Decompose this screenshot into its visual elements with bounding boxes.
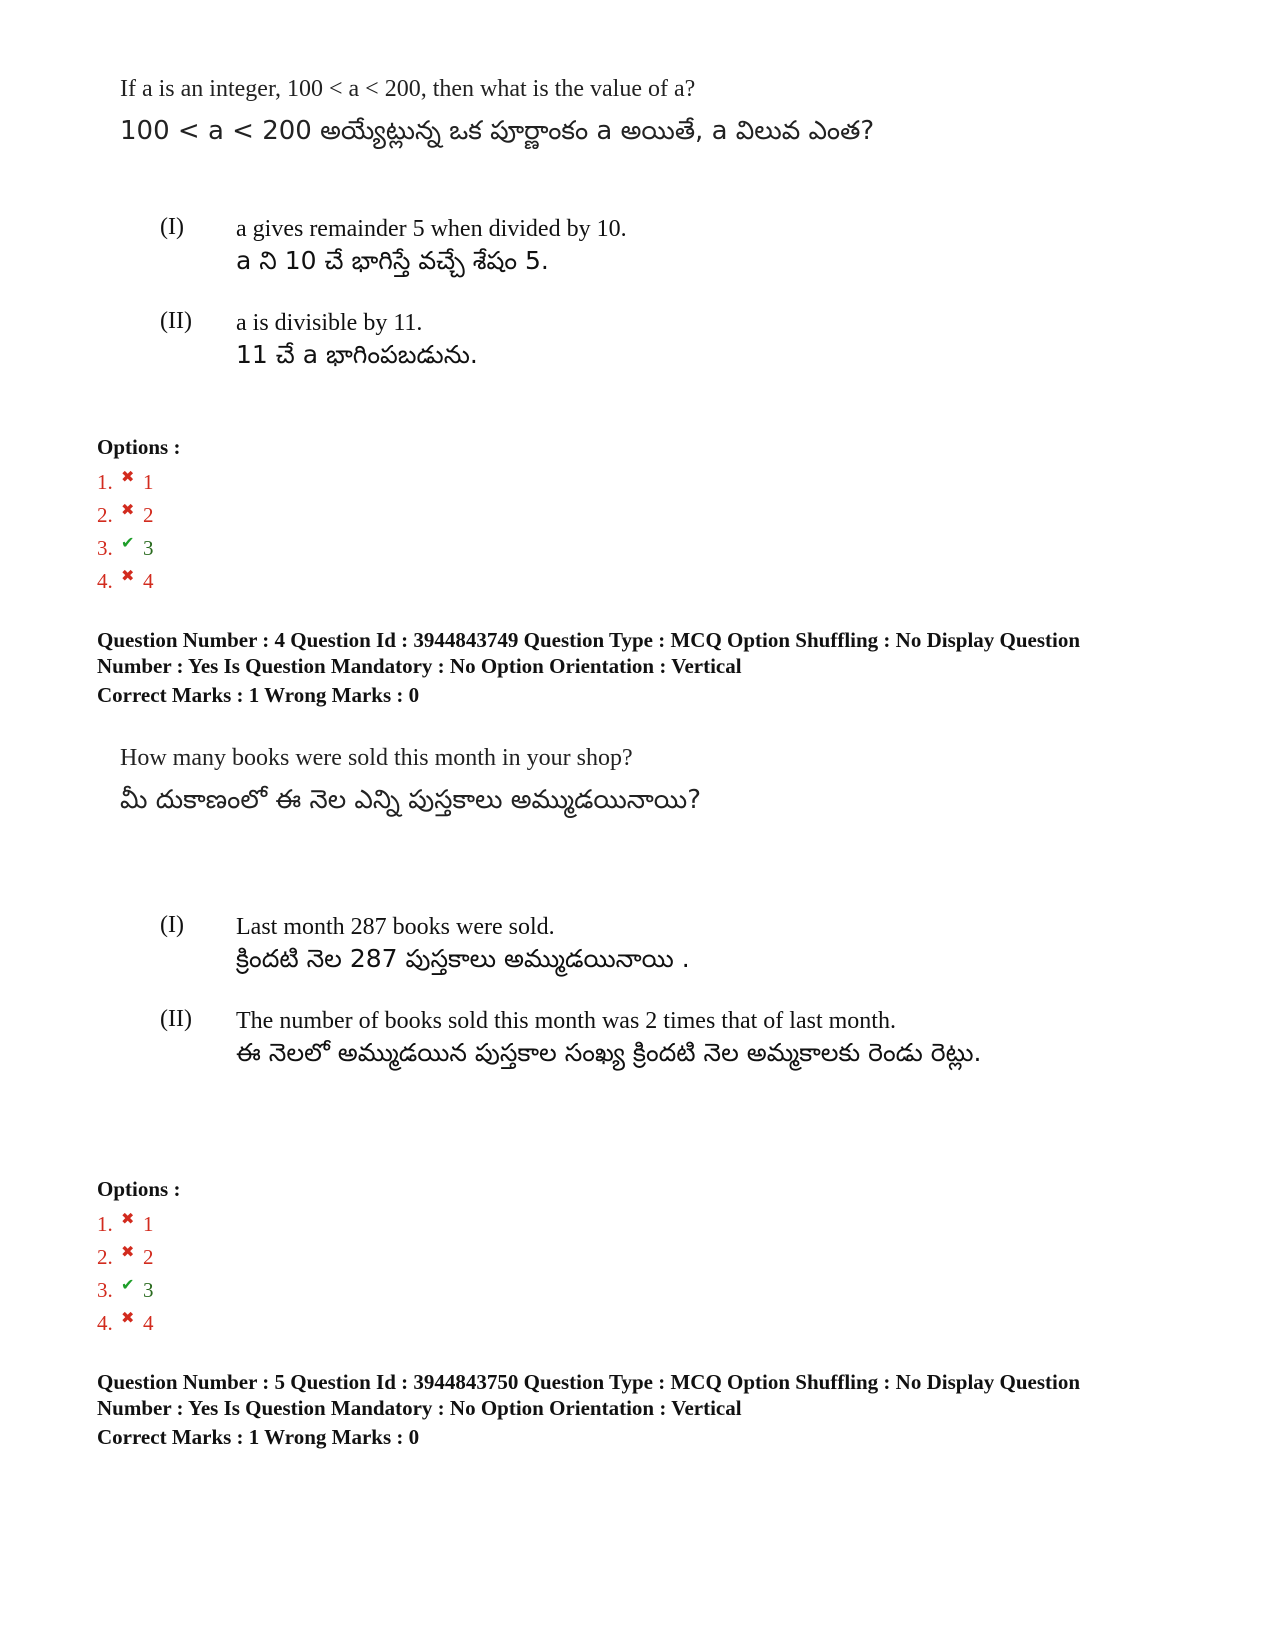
option-value: 2	[143, 503, 154, 527]
statement-en: Last month 287 books were sold.	[236, 914, 555, 940]
statement-en: The number of books sold this month was 2 times that of last month.	[236, 1008, 896, 1034]
option-value: 2	[143, 1245, 154, 1269]
wrong-mark-icon: ✖	[121, 1308, 135, 1327]
statement-label: (I)	[160, 912, 184, 938]
statement-en: a gives remainder 5 when divided by 10.	[236, 216, 627, 242]
option-2	[97, 499, 497, 532]
q5-marks: Correct Marks : 1 Wrong Marks : 0	[97, 1425, 420, 1449]
q4-metadata	[97, 627, 1177, 679]
options-title: Options :	[97, 435, 181, 459]
q4-options	[97, 1176, 497, 1340]
wrong-mark-icon: ✖	[121, 1209, 135, 1228]
q3-options	[97, 434, 497, 598]
q4-prompt	[120, 743, 1020, 817]
option-number: 3.	[97, 536, 113, 560]
wrong-mark-icon: ✖	[121, 1242, 135, 1261]
q4-prompt-te: మీ దుకాణంలో ఈ నెల ఎన్ని పుస్తకాలు అమ్ముడయినాయి?	[120, 785, 702, 815]
option-1	[97, 1208, 497, 1241]
option-value: 3	[143, 1278, 154, 1302]
statement-label: (II)	[160, 1006, 192, 1032]
check-mark-icon: ✔	[121, 533, 135, 552]
q3-prompt-en: If a is an integer, 100 < a < 200, then what is the value of a?	[120, 76, 696, 102]
statement-label: (II)	[160, 308, 192, 334]
option-2	[97, 1241, 497, 1274]
metadata-line-1: Question Number : 4 Question Id : 3944843749 Question Type : MCQ Option Shuffling : No Display Question	[97, 628, 1081, 652]
option-value: 1	[143, 1212, 154, 1236]
metadata-line-1: Question Number : 5 Question Id : 3944843750 Question Type : MCQ Option Shuffling : No Display Question	[97, 1370, 1081, 1394]
options-title: Options :	[97, 1177, 181, 1201]
option-number: 4.	[97, 1311, 113, 1335]
check-mark-icon: ✔	[121, 1275, 135, 1294]
wrong-mark-icon: ✖	[121, 566, 135, 585]
statement-label: (I)	[160, 214, 184, 240]
option-number: 2.	[97, 503, 113, 527]
statement-te: ఈ నెలలో అమ్ముడయిన పుస్తకాల సంఖ్య క్రిందటి నెల అమ్మకాలకు రెండు రెట్లు.	[236, 1038, 982, 1067]
wrong-mark-icon: ✖	[121, 500, 135, 519]
statement-te: 11 చే a భాగింపబడును.	[236, 340, 478, 369]
metadata-line-2: Number : Yes Is Question Mandatory : No Option Orientation : Vertical	[97, 1396, 742, 1420]
option-1	[97, 466, 497, 499]
q3-prompt-te: 100 < a < 200 అయ్యేట్లున్న ఒక పూర్ణాంకం a అయితే, a విలువ ఎంత?	[120, 116, 875, 146]
option-number: 4.	[97, 569, 113, 593]
option-value: 1	[143, 470, 154, 494]
option-4	[97, 565, 497, 598]
option-4	[97, 1307, 497, 1340]
metadata-line-2: Number : Yes Is Question Mandatory : No Option Orientation : Vertical	[97, 654, 742, 678]
q3-prompt	[120, 74, 1020, 148]
statement-en: a is divisible by 11.	[236, 310, 423, 336]
option-value: 4	[143, 569, 154, 593]
option-3	[97, 1274, 497, 1307]
q4-prompt-en: How many books were sold this month in your shop?	[120, 745, 633, 771]
option-number: 1.	[97, 470, 113, 494]
option-number: 3.	[97, 1278, 113, 1302]
option-value: 4	[143, 1311, 154, 1335]
option-value: 3	[143, 536, 154, 560]
option-number: 1.	[97, 1212, 113, 1236]
statement-te: a ని 10 చే భాగిస్తే వచ్చే శేషం 5.	[236, 246, 549, 275]
wrong-mark-icon: ✖	[121, 467, 135, 486]
q4-marks: Correct Marks : 1 Wrong Marks : 0	[97, 683, 420, 707]
option-3	[97, 532, 497, 565]
q5-metadata	[97, 1369, 1177, 1421]
statement-te: క్రిందటి నెల 287 పుస్తకాలు అమ్ముడయినాయి .	[236, 944, 690, 973]
option-number: 2.	[97, 1245, 113, 1269]
